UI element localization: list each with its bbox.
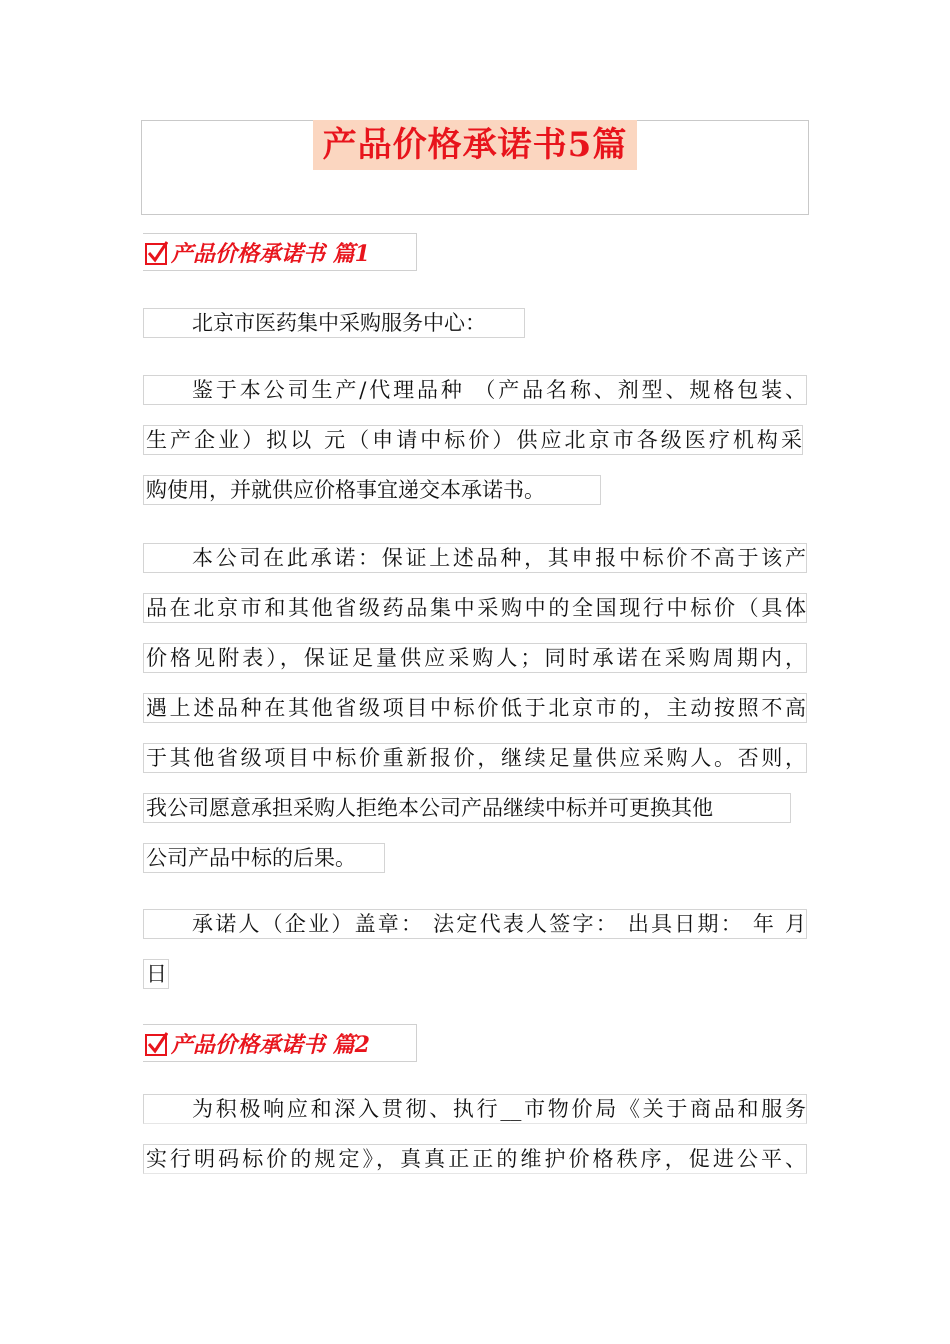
paragraph-line: 本公司在此承诺：保证上述品种，其申报中标价不高于该产 [143,543,807,573]
checkbox-checked-icon [145,243,167,265]
paragraph-line: 于其他省级项目中标价重新报价，继续足量供应采购人。否则， [143,743,807,773]
paragraph-line: 遇上述品种在其他省级项目中标价低于北京市的，主动按照不高 [143,693,807,723]
signature-line: 日 [143,959,169,989]
paragraph-line: 购使用，并就供应价格事宜递交本承诺书。 [143,475,601,505]
paragraph-line: 价格见附表），保证足量供应采购人；同时承诺在采购周期内， [143,643,807,673]
paragraph-line: 实行明码标价的规定》，真真正正的维护价格秩序，促进公平、 [143,1144,807,1174]
paragraph-line: 我公司愿意承担采购人拒绝本公司产品继续中标并可更换其他 [143,793,791,823]
paragraph-line: 北京市医药集中采购服务中心： [143,308,525,338]
paragraph-line: 为积极响应和深入贯彻、执行__市物价局《关于商品和服务 [143,1094,807,1124]
paragraph-line: 鉴于本公司生产/代理品种 （产品名称、剂型、规格包装、 [143,375,807,405]
section-2-heading-text: 产品价格承诺书 篇2 [171,1031,370,1058]
signature-line: 承诺人（企业）盖章： 法定代表人签字： 出具日期： 年 月 [143,909,807,939]
section-2-heading [143,1024,417,1062]
paragraph-line: 生产企业）拟以 元（申请中标价）供应北京市各级医疗机构采 [143,425,803,455]
paragraph-line: 公司产品中标的后果。 [143,843,385,873]
checkbox-checked-icon [145,1034,167,1056]
paragraph-line: 品在北京市和其他省级药品集中采购中的全国现行中标价（具体 [143,593,807,623]
document-title: 产品价格承诺书5篇 [313,120,637,170]
section-1-heading-text: 产品价格承诺书 篇1 [171,240,370,267]
section-1-heading [143,233,417,271]
